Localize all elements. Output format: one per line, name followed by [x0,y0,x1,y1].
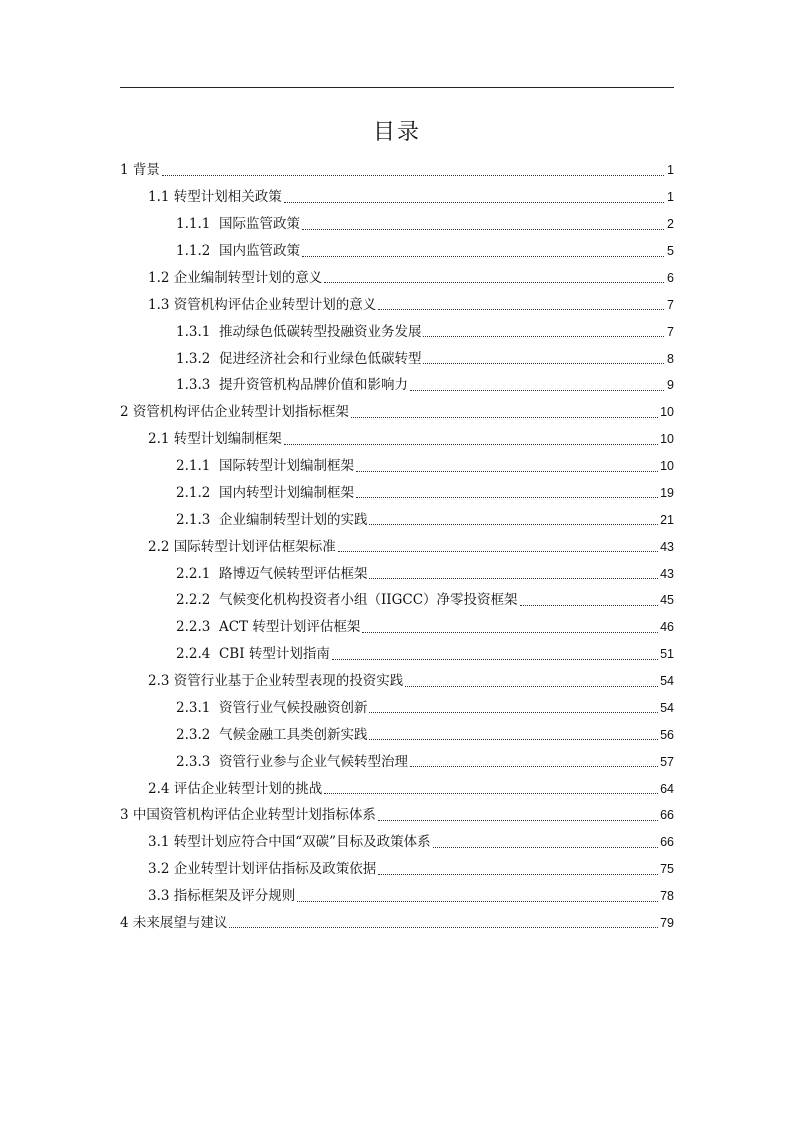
toc-entry-page: 66 [660,835,674,850]
toc-dot-leader [302,213,664,230]
toc-entry-number: 2.1.3 [176,511,211,528]
toc-dot-leader [362,616,658,633]
toc-entry-title: 国际监管政策 [218,216,300,233]
toc-dot-leader [369,723,658,740]
toc-entry-page: 46 [660,620,674,635]
toc-entry-page: 7 [667,297,674,312]
toc-entry[interactable] [0,372,794,399]
toc-dot-leader [332,643,658,660]
toc-entry-number: 1.2 [148,269,170,286]
toc-entry-title: 指标框架及评分规则 [173,888,296,905]
toc-entry-number: 2.2.3 [176,619,211,636]
toc-entry-title: 资管机构评估企业转型计划指标框架 [132,404,349,421]
toc-entry[interactable] [0,829,794,856]
toc-entry-title: 提升资管机构品牌价值和影响力 [218,377,408,394]
toc-entry[interactable] [0,641,794,668]
toc-entry[interactable] [0,265,794,292]
toc-entry-number: 1.3.3 [176,377,211,394]
toc-entry-title: 气候金融工具类创新实践 [218,726,368,743]
toc-entry-title: 气候变化机构投资者小组（IIGCC）净零投资框架 [218,592,518,609]
toc-entry-title: 资管行业基于企业转型表现的投资实践 [173,673,404,690]
toc-entry-page: 57 [660,754,674,769]
toc-entry-title: 促进经济社会和行业绿色低碳转型 [218,350,422,367]
toc-entry-number: 2.3.2 [176,726,211,743]
toc-entry-title: 背景 [132,162,160,179]
toc-entry-page: 21 [660,512,674,527]
toc-entry-number: 3.2 [148,861,170,878]
toc-entry[interactable] [0,453,794,480]
toc-dot-leader [405,670,658,687]
toc-entry[interactable] [0,910,794,937]
toc-dot-leader [369,508,658,525]
toc-entry[interactable] [0,480,794,507]
toc-dot-leader [410,374,664,391]
toc-dot-leader [369,562,658,579]
toc-dot-leader [378,293,664,310]
toc-entry[interactable] [0,560,794,587]
toc-entry-number: 1.3.2 [176,350,211,367]
toc-entry-title: 国内监管政策 [218,243,300,260]
toc-dot-leader [297,885,658,902]
toc-entry-title: 企业转型计划评估指标及政策依据 [173,861,377,878]
toc-entry-title: 转型计划相关政策 [173,189,282,206]
toc-entry[interactable] [0,883,794,910]
toc-entry-page: 7 [667,324,674,339]
toc-entry[interactable] [0,211,794,238]
toc-entry[interactable] [0,748,794,775]
toc-entry[interactable] [0,668,794,695]
toc-entry-number: 2.3.3 [176,753,211,770]
toc-dot-leader [423,347,664,364]
toc-entry[interactable] [0,721,794,748]
toc-entry-number: 3.3 [148,888,170,905]
toc-entry-page: 10 [660,459,674,474]
toc-entry-title: 国际转型计划评估框架标准 [173,538,336,555]
toc-entry[interactable] [0,399,794,426]
toc-entry-number: 2.4 [148,780,170,797]
toc-dot-leader [378,858,658,875]
toc-entry-page: 54 [660,674,674,689]
toc-entry-title: 国际转型计划编制框架 [218,458,354,475]
toc-entry-page: 56 [660,727,674,742]
toc-title: 目录 [372,120,421,145]
toc-entry[interactable] [0,184,794,211]
toc-entry-number: 2.2.4 [176,646,211,663]
toc-entry-number: 2.1.1 [176,458,211,475]
toc-entry-page: 51 [660,647,674,662]
toc-entry-page: 1 [667,190,674,205]
toc-entry-number: 2.3 [148,673,170,690]
toc-entry-page: 45 [660,593,674,608]
toc-entry-page: 79 [660,915,674,930]
toc-dot-leader [302,240,664,257]
toc-entry-page: 54 [660,700,674,715]
toc-entry-number: 3 [120,807,129,824]
toc-entry-title: 企业编制转型计划的意义 [173,269,323,286]
toc-dot-leader [369,696,658,713]
toc-entry[interactable] [0,614,794,641]
toc-dot-leader [324,777,658,794]
toc-entry-title: 转型计划应符合中国“双碳”目标及政策体系 [173,834,431,851]
toc-entry-page: 75 [660,862,674,877]
toc-entry-title: 资管行业参与企业气候转型治理 [218,753,408,770]
toc-entry[interactable] [0,426,794,453]
toc-entry-number: 1.1.2 [176,243,211,260]
toc-entry-number: 1.3.1 [176,323,211,340]
toc-entry-page: 2 [667,217,674,232]
toc-entry-title: 转型计划编制框架 [173,431,282,448]
toc-entry-title: 评估企业转型计划的挑战 [173,780,323,797]
toc-list [0,157,794,936]
toc-entry-page: 5 [667,244,674,259]
toc-entry-page: 6 [667,270,674,285]
toc-entry-page: 19 [660,485,674,500]
toc-dot-leader [423,320,664,337]
toc-entry[interactable] [0,291,794,318]
toc-entry-title: 国内转型计划编制框架 [218,484,354,501]
toc-entry-number: 1.1.1 [176,216,211,233]
toc-dot-leader [433,831,659,848]
toc-entry-number: 2.2.2 [176,592,211,609]
toc-entry[interactable] [0,238,794,265]
toc-entry-number: 3.1 [148,834,170,851]
toc-entry-page: 66 [660,808,674,823]
toc-entry[interactable] [0,533,794,560]
toc-entry-title: 中国资管机构评估企业转型计划指标体系 [132,807,376,824]
toc-entry-page: 78 [660,889,674,904]
toc-entry-title: CBI 转型计划指南 [218,646,330,663]
header-rule [120,87,674,88]
toc-entry-number: 2.1 [148,431,170,448]
toc-entry-page: 64 [660,781,674,796]
toc-entry-title: 资管机构评估企业转型计划的意义 [173,296,377,313]
toc-entry-title: 路博迈气候转型评估框架 [218,565,368,582]
toc-entry-number: 1 [120,162,129,179]
toc-entry-title: 资管行业气候投融资创新 [218,699,368,716]
toc-dot-leader [520,589,659,606]
toc-entry[interactable] [0,157,794,184]
toc-entry-page: 43 [660,539,674,554]
toc-dot-leader [162,159,664,176]
toc-entry-number: 2.2 [148,538,170,555]
toc-entry-page: 43 [660,566,674,581]
toc-entry-number: 1.1 [148,189,170,206]
toc-dot-leader [229,911,658,928]
toc-entry-page: 1 [667,163,674,178]
toc-dot-leader [378,804,658,821]
toc-entry-page: 9 [667,378,674,393]
toc-dot-leader [284,186,664,203]
toc-entry-number: 2.2.1 [176,565,211,582]
toc-entry-number: 2 [120,404,129,421]
toc-entry-number: 2.3.1 [176,699,211,716]
toc-entry-number: 1.3 [148,296,170,313]
toc-entry-number: 2.1.2 [176,484,211,501]
toc-dot-leader [410,750,658,767]
toc-dot-leader [324,266,664,283]
toc-entry-title: 企业编制转型计划的实践 [218,511,368,528]
toc-entry[interactable] [0,802,794,829]
toc-entry[interactable] [0,318,794,345]
toc-dot-leader [356,481,658,498]
toc-entry-page: 10 [660,405,674,420]
toc-dot-leader [351,401,658,418]
toc-entry[interactable] [0,506,794,533]
toc-dot-leader [338,535,658,552]
toc-entry-title: 未来展望与建议 [132,914,228,931]
toc-entry[interactable] [0,587,794,614]
toc-entry-title: ACT 转型计划评估框架 [218,619,361,636]
toc-dot-leader [284,428,658,445]
toc-entry-page: 10 [660,432,674,447]
toc-entry[interactable] [0,345,794,372]
toc-entry[interactable] [0,695,794,722]
toc-entry[interactable] [0,856,794,883]
toc-entry-title: 推动绿色低碳转型投融资业务发展 [218,323,422,340]
toc-entry-page: 8 [667,351,674,366]
toc-entry-number: 4 [120,914,129,931]
toc-entry[interactable] [0,775,794,802]
toc-dot-leader [356,455,658,472]
